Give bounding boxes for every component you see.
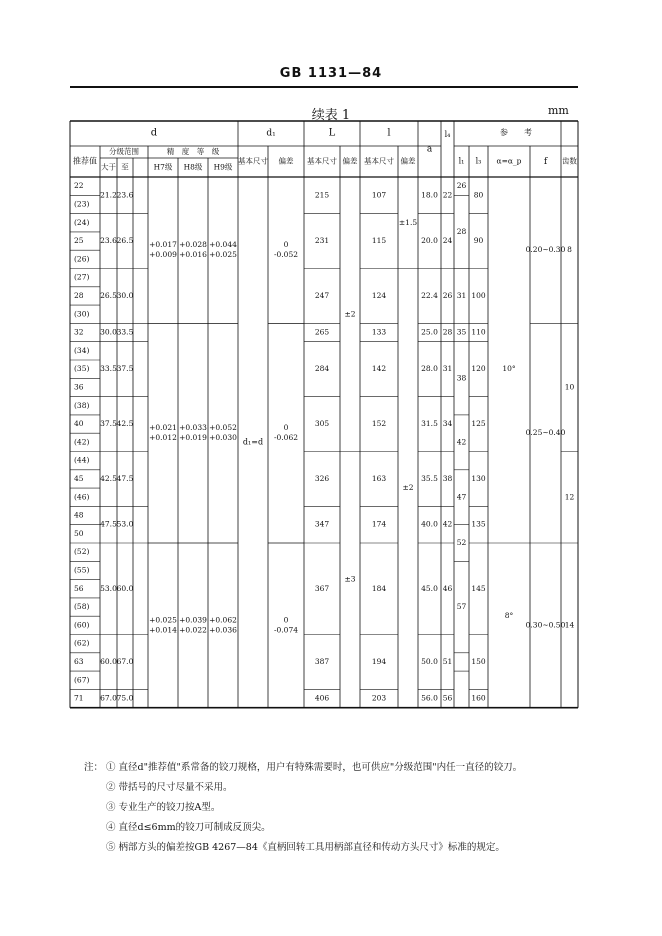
row-recommended: (34) xyxy=(74,345,90,355)
col-head-recommended: 推荐值 xyxy=(73,156,97,166)
row-recommended: 48 xyxy=(74,510,84,520)
l1-value: 38 xyxy=(456,373,467,383)
L-dev: ±2 xyxy=(344,309,356,319)
a-value: 20.0 xyxy=(421,236,438,246)
L-value: 265 xyxy=(314,327,330,337)
row-recommended: 40 xyxy=(74,419,84,429)
col-head-l1: l₁ xyxy=(458,156,465,166)
L-value: 247 xyxy=(314,290,330,300)
l-value: 124 xyxy=(371,290,387,300)
l1-value: 35 xyxy=(456,327,467,337)
teeth-value: 12 xyxy=(564,492,575,502)
col-head-l4: l₄ xyxy=(444,130,451,139)
range-to: 26.5 xyxy=(116,236,134,246)
range-to: 60.0 xyxy=(116,583,134,593)
col-head-to: 至 xyxy=(121,162,129,172)
row-recommended: (38) xyxy=(74,400,90,410)
a-value: 28.0 xyxy=(421,364,438,374)
range-to: 53.0 xyxy=(116,519,134,529)
range-to: 47.5 xyxy=(116,473,134,483)
col-head-teeth: 齿数 xyxy=(562,156,577,166)
l-value: 142 xyxy=(371,364,387,374)
a-value: 22.4 xyxy=(421,290,438,300)
l1-value: 57 xyxy=(456,602,467,612)
l1-value: 42 xyxy=(456,437,467,447)
d1-note: d₁=d xyxy=(242,437,264,447)
l-value: 133 xyxy=(371,327,387,337)
note-4 xyxy=(84,818,604,838)
row-recommended: (62) xyxy=(74,638,90,648)
l-value: 107 xyxy=(371,190,387,200)
l-dev: ±2 xyxy=(402,483,414,493)
range-to: 37.5 xyxy=(116,364,134,374)
range-above: 30.0 xyxy=(100,327,117,337)
tol-h7: +0.021 xyxy=(149,423,177,433)
col-head-d: d xyxy=(150,127,158,139)
a-value: 35.5 xyxy=(421,473,438,483)
row-recommended: (52) xyxy=(74,547,90,557)
l4-value: 56 xyxy=(442,693,453,703)
l4-value: 31 xyxy=(442,364,453,374)
row-recommended: 63 xyxy=(74,656,84,666)
row-recommended: 22 xyxy=(74,181,84,191)
L-value: 347 xyxy=(314,519,330,529)
teeth-value: 8 xyxy=(567,245,572,255)
row-recommended: (26) xyxy=(74,254,90,264)
col-head-deviation: 偏差 xyxy=(400,156,416,166)
row-recommended: 45 xyxy=(74,473,84,483)
row-recommended: 32 xyxy=(74,327,84,337)
a-value: 56.0 xyxy=(421,693,438,703)
l4-value: 22 xyxy=(442,190,453,200)
tol-h8: +0.016 xyxy=(179,250,207,260)
tol-d1-dev: -0.052 xyxy=(273,250,299,260)
range-to: 30.0 xyxy=(116,290,134,300)
tol-d1-dev: 0 xyxy=(283,240,289,250)
L-value: 406 xyxy=(314,693,330,703)
teeth-value: 14 xyxy=(564,620,575,630)
note-2 xyxy=(84,778,604,798)
range-to: 75.0 xyxy=(116,693,134,703)
l-value: 152 xyxy=(371,419,387,429)
l1-value: 28 xyxy=(456,226,467,236)
note-1 xyxy=(84,758,604,778)
L-value: 231 xyxy=(314,236,330,246)
f-value: 0.20~0.30 xyxy=(525,245,566,255)
l1-value: 52 xyxy=(456,538,467,547)
note-5 xyxy=(84,838,604,858)
l3-value: 135 xyxy=(471,519,486,529)
a-value: 18.0 xyxy=(421,190,438,200)
col-head-base-size: 基本尺寸 xyxy=(238,156,268,166)
l3-value: 130 xyxy=(471,473,486,483)
l4-value: 28 xyxy=(442,327,453,337)
row-recommended: 56 xyxy=(74,583,84,593)
l4-value: 38 xyxy=(442,473,453,483)
l3-value: 80 xyxy=(473,190,484,200)
col-head-l3: l₃ xyxy=(475,156,482,166)
range-above: 26.5 xyxy=(100,290,117,300)
tol-h9: +0.044 xyxy=(209,240,237,250)
a-value: 25.0 xyxy=(421,327,438,337)
tol-h8: +0.039 xyxy=(179,615,207,625)
tol-d1-dev: 0 xyxy=(283,423,289,433)
standard-header: GB 1131—84 xyxy=(279,66,383,81)
col-head-h7: H7级 xyxy=(153,162,173,172)
l1-value: 31 xyxy=(456,290,467,300)
range-above: 60.0 xyxy=(100,656,117,666)
col-head-l: l xyxy=(387,127,391,139)
unit-label: mm xyxy=(548,104,569,117)
row-recommended: 50 xyxy=(74,528,84,538)
row-recommended: 71 xyxy=(74,693,84,703)
col-head-grade: 精 度 等 级 xyxy=(166,147,220,156)
tol-h9: +0.062 xyxy=(209,615,237,625)
alpha-value: 8° xyxy=(504,611,514,621)
note-text: ② 带括号的尺寸尽量不采用。 xyxy=(106,782,233,793)
note-3 xyxy=(84,798,604,818)
L-value: 215 xyxy=(314,190,330,200)
col-head-L: L xyxy=(328,127,336,139)
l-value: 163 xyxy=(371,473,387,483)
L-value: 367 xyxy=(314,583,330,593)
notes-lead: 注： xyxy=(84,762,104,773)
notes-block xyxy=(84,758,604,858)
col-head-alpha: α=α_p xyxy=(496,156,522,166)
col-head-deviation: 偏差 xyxy=(342,156,358,166)
f-value: 0.25~0.40 xyxy=(525,428,566,438)
l1-value: 47 xyxy=(456,492,467,502)
range-above: 67.0 xyxy=(100,693,117,703)
tol-h7: +0.014 xyxy=(149,625,177,635)
tol-h8: +0.019 xyxy=(179,433,207,443)
f-value: 0.30~0.50 xyxy=(525,620,566,630)
l-dev: ±1.5 xyxy=(398,217,418,227)
col-head-deviation: 偏差 xyxy=(278,156,294,166)
l4-value: 26 xyxy=(442,290,453,300)
alpha-value: 10° xyxy=(502,364,516,374)
col-head-h8: H8级 xyxy=(183,162,203,172)
a-value: 50.0 xyxy=(421,656,438,666)
range-to: 23.6 xyxy=(116,190,134,200)
l3-value: 120 xyxy=(471,364,486,374)
range-to: 42.5 xyxy=(116,419,134,429)
l4-value: 34 xyxy=(442,419,453,429)
tol-h9: +0.052 xyxy=(209,423,237,433)
note-text: ⑤ 柄部方头的偏差按GB 4267—84《直柄回转工具用柄部直径和传动方头尺寸》标准的规定。 xyxy=(106,842,505,853)
l3-value: 145 xyxy=(471,583,486,593)
L-value: 387 xyxy=(314,656,330,666)
row-recommended: (60) xyxy=(74,620,90,630)
col-head-range: 分级范围 xyxy=(109,147,139,156)
l3-value: 125 xyxy=(471,419,486,429)
tol-d1-dev: -0.074 xyxy=(273,625,299,635)
tol-h8: +0.022 xyxy=(179,625,207,635)
row-recommended: (35) xyxy=(74,364,90,374)
a-value: 45.0 xyxy=(421,583,438,593)
row-recommended: 36 xyxy=(74,382,84,392)
col-head-h9: H9级 xyxy=(213,162,233,172)
l-value: 194 xyxy=(371,656,387,666)
a-value: 40.0 xyxy=(421,519,438,529)
l-value: 203 xyxy=(371,693,387,703)
tol-h8: +0.033 xyxy=(179,423,207,433)
row-recommended: (30) xyxy=(74,309,90,319)
L-value: 326 xyxy=(314,473,330,483)
range-above: 37.5 xyxy=(100,419,117,429)
row-recommended: 25 xyxy=(74,236,84,246)
row-recommended: (27) xyxy=(74,272,90,282)
l-value: 174 xyxy=(371,519,387,529)
range-above: 21.2 xyxy=(100,190,117,200)
tol-h9: +0.030 xyxy=(209,433,237,443)
range-above: 42.5 xyxy=(100,473,117,483)
col-head-above: 大于 xyxy=(101,162,116,172)
col-head-a: a xyxy=(426,144,433,155)
tol-d1-dev: 0 xyxy=(283,615,289,625)
row-recommended: (42) xyxy=(74,437,90,447)
col-head-ref: 参 考 xyxy=(500,128,532,137)
tol-h7: +0.012 xyxy=(149,433,177,443)
l4-value: 51 xyxy=(442,656,453,666)
note-text: ④ 直径d≤6mm的铰刀可制成反顶尖。 xyxy=(106,822,271,833)
range-above: 33.5 xyxy=(100,364,117,374)
range-above: 47.5 xyxy=(100,519,117,529)
l3-value: 110 xyxy=(471,327,486,337)
l3-value: 100 xyxy=(471,290,486,300)
col-head-d1: d₁ xyxy=(266,128,276,139)
note-text: ① 直径d"推荐值"系常备的铰刀规格，用户有特殊需要时，也可供应"分级范围"内任一直径的铰刀。 xyxy=(106,762,523,773)
tol-h7: +0.017 xyxy=(149,240,177,250)
a-value: 31.5 xyxy=(421,419,438,429)
row-recommended: (58) xyxy=(74,602,90,612)
table-title: 续表 1 xyxy=(311,108,351,123)
tol-h7: +0.009 xyxy=(149,250,177,260)
row-recommended: (24) xyxy=(74,217,90,227)
L-value: 305 xyxy=(314,419,330,429)
l-value: 115 xyxy=(371,236,387,246)
tol-h9: +0.025 xyxy=(209,250,237,260)
range-above: 23.6 xyxy=(100,236,117,246)
col-head-base-size: 基本尺寸 xyxy=(364,156,394,166)
row-recommended: (46) xyxy=(74,492,90,502)
l3-value: 160 xyxy=(471,693,486,703)
l3-value: 150 xyxy=(471,656,486,666)
row-recommended: (23) xyxy=(74,199,90,209)
tol-h7: +0.025 xyxy=(149,615,177,625)
l4-value: 42 xyxy=(442,519,453,529)
range-above: 53.0 xyxy=(100,583,117,593)
l4-value: 24 xyxy=(442,236,453,246)
col-head-base-size: 基本尺寸 xyxy=(307,156,337,166)
range-to: 67.0 xyxy=(116,656,134,666)
note-text: ③ 专业生产的铰刀按A型。 xyxy=(106,802,221,813)
row-recommended: (44) xyxy=(74,455,90,465)
row-recommended: (67) xyxy=(74,675,90,685)
tol-d1-dev: -0.062 xyxy=(273,433,299,443)
row-recommended: 28 xyxy=(74,290,84,300)
l3-value: 90 xyxy=(473,236,484,246)
teeth-value: 10 xyxy=(564,382,575,392)
col-head-f: f xyxy=(543,157,548,167)
l4-value: 46 xyxy=(442,583,453,593)
L-value: 284 xyxy=(314,364,330,374)
tol-h9: +0.036 xyxy=(209,625,237,635)
row-recommended: (55) xyxy=(74,565,90,575)
range-to: 33.5 xyxy=(116,327,134,337)
l-value: 184 xyxy=(371,583,387,593)
L-dev: ±3 xyxy=(344,574,356,584)
l1-value: 26 xyxy=(456,181,467,191)
tol-h8: +0.028 xyxy=(179,240,207,250)
